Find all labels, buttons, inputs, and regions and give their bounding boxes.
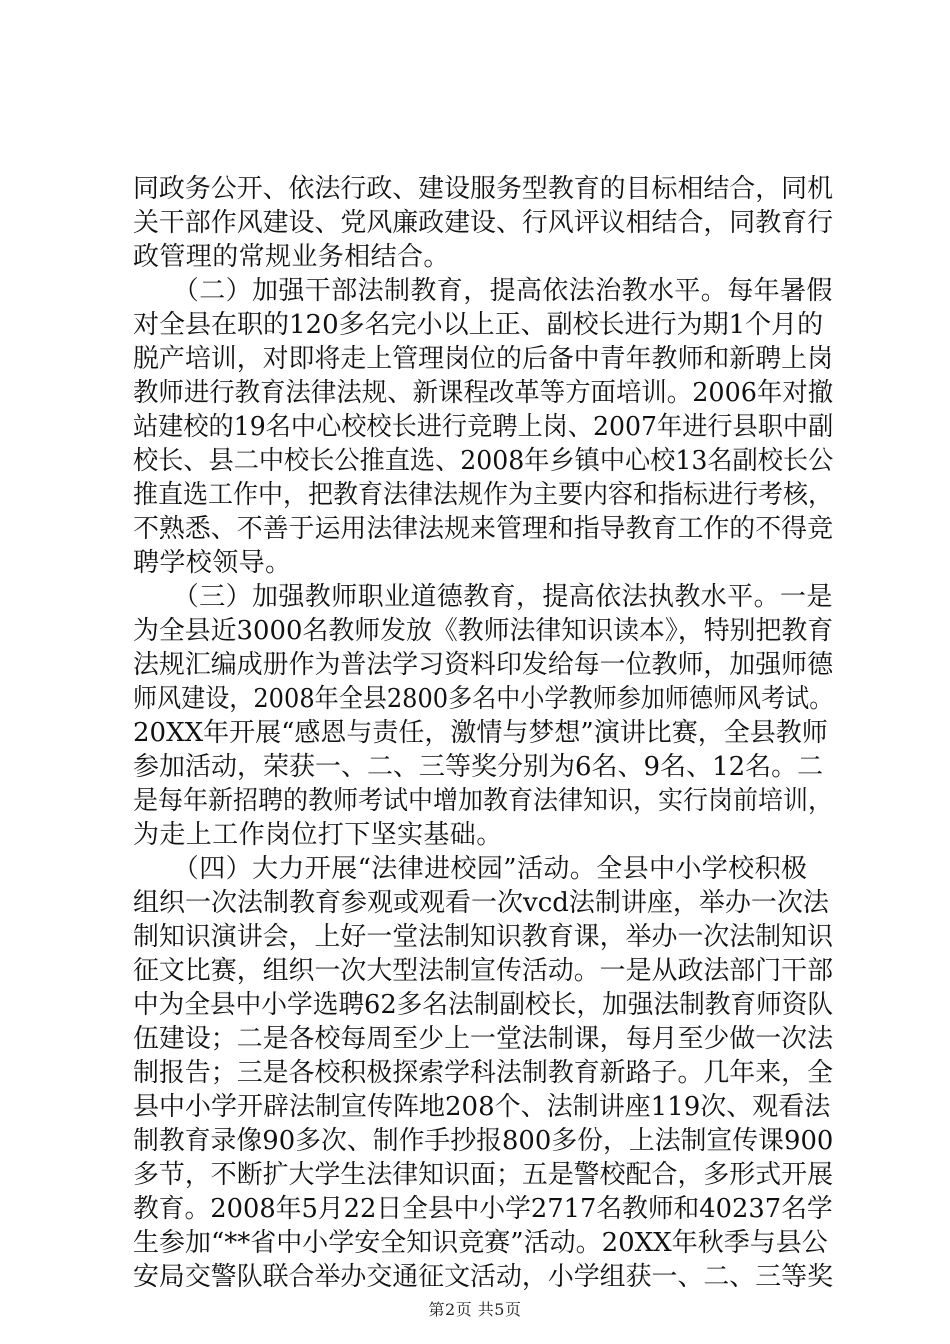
- text-line: 关干部作风建设、党风廉政建设、行风评议相结合，同教育行: [133, 208, 834, 238]
- text-line: 征文比赛，组织一次大型法制宣传活动。一是从政法部门干部: [133, 956, 834, 986]
- text-line: 法规汇编成册作为普法学习资料印发给每一位教师，加强师德: [133, 650, 834, 680]
- text-line: 制报告；三是各校积极探索学科法制教育新路子。几年来，全: [133, 1058, 834, 1088]
- text-line: 校长、县二中校长公推直选、2008年乡镇中心校13名副校长公: [133, 446, 834, 476]
- text-line: 制教育录像90多次、制作手抄报800多份，上法制宣传课900: [133, 1126, 834, 1156]
- text-line: 中为全县中小学选聘62多名法制副校长，加强法制教育师资队: [133, 990, 834, 1020]
- text-line: 为走上工作岗位打下坚实基础。: [133, 820, 503, 850]
- text-line: 聘学校领导。: [133, 548, 292, 578]
- text-line: 教师进行教育法律法规、新课程改革等方面培训。2006年对撤: [133, 378, 834, 408]
- text-line: 师风建设，2008年全县2800多名中小学教师参加师德师风考试。: [133, 684, 834, 714]
- text-line: 多节，不断扩大学生法律知识面；五是警校配合，多形式开展: [133, 1160, 834, 1190]
- text-line: 政管理的常规业务相结合。: [133, 242, 450, 272]
- text-line: 组织一次法制教育参观或观看一次vcd法制讲座，举办一次法: [133, 888, 829, 918]
- text-line: 不熟悉、不善于运用法律法规来管理和指导教育工作的不得竞: [133, 514, 834, 544]
- text-line: 教育。2008年5月22日全县中小学2717名教师和40237名学: [133, 1194, 833, 1224]
- text-line: 制知识演讲会，上好一堂法制知识教育课，举办一次法制知识: [133, 922, 834, 952]
- text-line: 同政务公开、依法行政、建设服务型教育的目标相结合，同机: [133, 174, 834, 204]
- text-line: 推直选工作中，把教育法律法规作为主要内容和指标进行考核，: [133, 480, 834, 510]
- text-line: 为全县近3000名教师发放《教师法律知识读本》，特别把教育: [133, 616, 834, 646]
- text-line: 站建校的19名中心校校长进行竞聘上岗、2007年进行县职中副: [133, 412, 834, 442]
- page-footer: 第2页 共5页: [428, 1300, 522, 1319]
- text-line: 安局交警队联合举办交通征文活动，小学组获一、二、三等奖: [133, 1262, 834, 1292]
- text-line: （二）加强干部法制教育，提高依法治教水平。每年暑假: [133, 276, 833, 306]
- text-line: 伍建设；二是各校每周至少上一堂法制课，每月至少做一次法: [133, 1024, 834, 1054]
- text-line: 是每年新招聘的教师考试中增加教育法律知识，实行岗前培训，: [133, 786, 834, 816]
- text-line: （三）加强教师职业道德教育，提高依法执教水平。一是: [133, 582, 833, 612]
- text-line: 生参加“**省中小学安全知识竞赛”活动。20XX年秋季与县公: [133, 1228, 828, 1258]
- text-line: 对全县在职的120多名完小以上正、副校长进行为期1个月的: [133, 310, 824, 340]
- text-line: 脱产培训，对即将走上管理岗位的后备中青年教师和新聘上岗: [133, 344, 834, 374]
- body-text: [133, 172, 833, 1294]
- text-line: （四）大力开展“法律进校园”活动。全县中小学校积极: [133, 854, 808, 884]
- text-line: 县中小学开辟法制宣传阵地208个、法制讲座119次、观看法: [133, 1092, 831, 1122]
- text-line: 参加活动，荣获一、二、三等奖分别为6名、9名、12名。二: [133, 752, 824, 782]
- text-line: 20XX年开展“感恩与责任，激情与梦想”演讲比赛，全县教师: [133, 718, 828, 748]
